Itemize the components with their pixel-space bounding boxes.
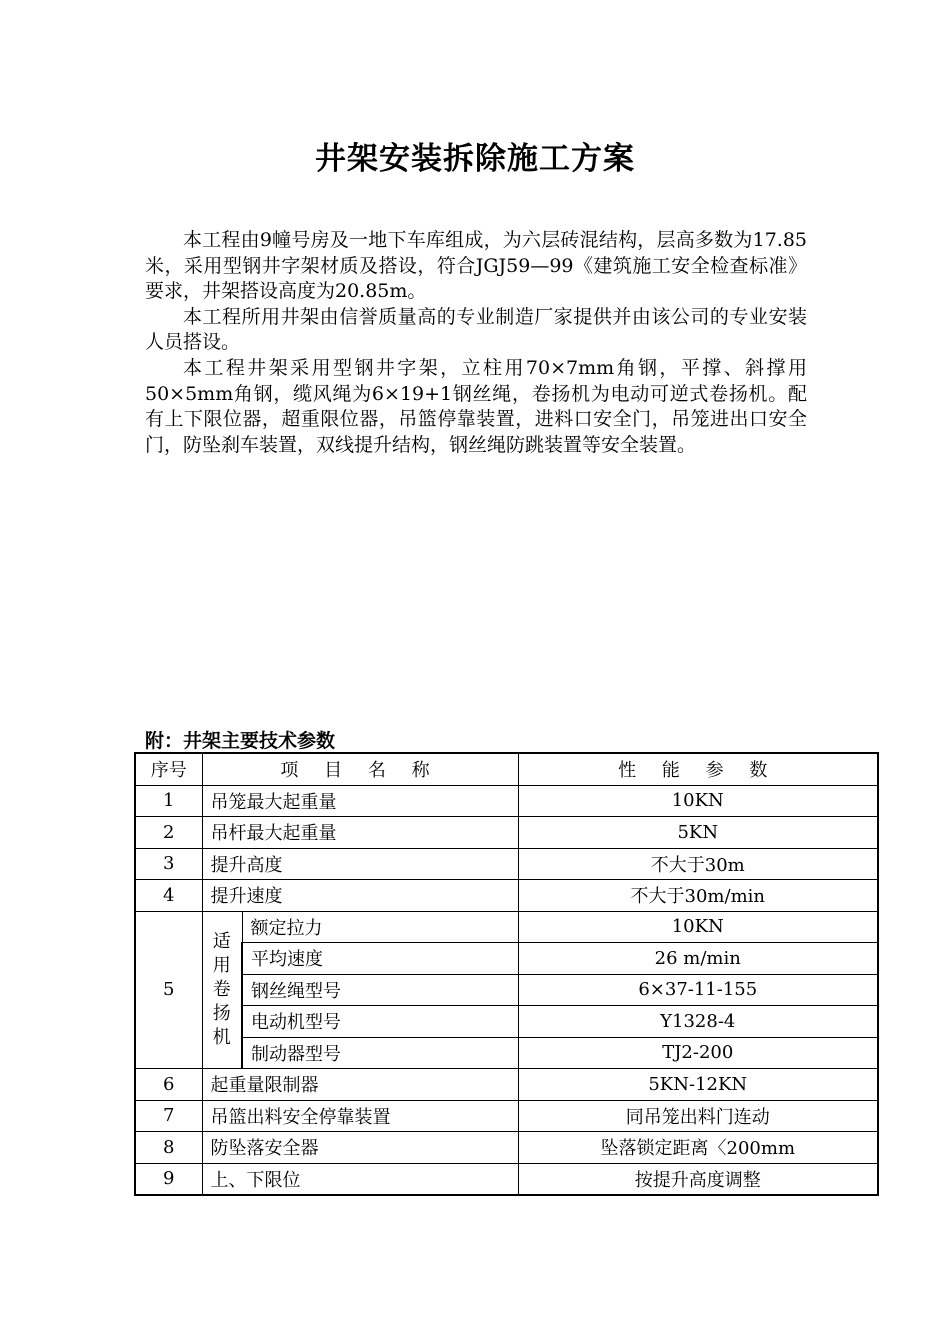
header-item-name: 项 目 名 称 — [202, 753, 518, 785]
row-name: 吊篮出料安全停靠装置 — [202, 1100, 518, 1132]
sub-row-name: 制动器型号 — [242, 1037, 518, 1069]
row-number: 4 — [135, 880, 202, 912]
table-sub-row — [135, 1037, 878, 1069]
row-value: 坠落锁定距离〈200mm — [518, 1132, 878, 1164]
row-name: 吊笼最大起重量 — [202, 785, 518, 817]
table-sub-row — [135, 943, 878, 975]
table-row-group — [135, 911, 878, 943]
row-number: 9 — [135, 1163, 202, 1195]
table-row — [135, 1100, 878, 1132]
group-label-char: 机 — [212, 1026, 231, 1048]
group-label-char: 用 — [212, 954, 231, 976]
technical-parameters-table — [134, 752, 879, 1196]
group-label-char: 卷 — [212, 978, 231, 1000]
paragraph-supplier: 本工程所用井架由信誉质量高的专业制造厂家提供并由该公司的专业安装人员搭设。 — [145, 305, 807, 354]
sub-row-name: 平均速度 — [242, 943, 518, 975]
table-row — [135, 848, 878, 880]
table-row — [135, 1069, 878, 1101]
row-value: 不大于30m — [518, 848, 878, 880]
sub-row-value: Y1328-4 — [518, 1006, 878, 1038]
appendix-title: 附：井架主要技术参数 — [145, 730, 336, 752]
row-name: 提升速度 — [202, 880, 518, 912]
group-label-char: 扬 — [212, 1002, 231, 1024]
paragraph-project-overview: 本工程由9幢号房及一地下车库组成，为六层砖混结构，层高多数为17.85米，采用型钢井字架材质及搭设，符合JGJ59—99《建筑施工安全检查标准》要求，井架搭设高度为20.85m。 — [145, 229, 807, 303]
row-name: 提升高度 — [202, 848, 518, 880]
sub-row-value: 6×37-11-155 — [518, 974, 878, 1006]
row-value: 10KN — [518, 785, 878, 817]
document-body — [145, 228, 807, 458]
sub-row-value: TJ2-200 — [518, 1037, 878, 1069]
paragraph-structure-details: 本工程井架采用型钢井字架，立柱用70×7mm角钢，平撑、斜撑用50×5mm角钢，缆风绳为6×19+1钢丝绳，卷扬机为电动可逆式卷扬机。配有上下限位器，超重限位器，吊篮停靠装置，进料口安全门，吊笼进出口安全门，防坠刹车装置，双线提升结构，钢丝绳防跳装置等安全装置。 — [145, 356, 807, 456]
sub-row-value: 10KN — [518, 911, 878, 943]
row-number: 3 — [135, 848, 202, 880]
row-name: 上、下限位 — [202, 1163, 518, 1195]
row-value: 同吊笼出料门连动 — [518, 1100, 878, 1132]
row-name: 吊杆最大起重量 — [202, 817, 518, 849]
row-name: 起重量限制器 — [202, 1069, 518, 1101]
sub-row-value: 26 m/min — [518, 943, 878, 975]
document-title: 井架安装拆除施工方案 — [315, 141, 635, 177]
row-number: 8 — [135, 1132, 202, 1164]
row-name: 防坠落安全器 — [202, 1132, 518, 1164]
row-number: 2 — [135, 817, 202, 849]
row-value: 5KN — [518, 817, 878, 849]
group-label-winch — [202, 911, 242, 1069]
row-number: 6 — [135, 1069, 202, 1101]
row-value: 不大于30m/min — [518, 880, 878, 912]
row-value: 按提升高度调整 — [518, 1163, 878, 1195]
table-row — [135, 1163, 878, 1195]
sub-row-name: 电动机型号 — [242, 1006, 518, 1038]
group-label-char: 适 — [212, 930, 231, 952]
header-performance: 性 能 参 数 — [518, 753, 878, 785]
sub-row-name: 额定拉力 — [242, 911, 518, 943]
table-row — [135, 1132, 878, 1164]
sub-row-name: 钢丝绳型号 — [242, 974, 518, 1006]
header-number: 序号 — [135, 753, 202, 785]
table-row — [135, 880, 878, 912]
group-number: 5 — [135, 911, 202, 1069]
table-row — [135, 817, 878, 849]
row-number: 7 — [135, 1100, 202, 1132]
row-number: 1 — [135, 785, 202, 817]
row-value: 5KN-12KN — [518, 1069, 878, 1101]
table-sub-row — [135, 1006, 878, 1038]
table-row — [135, 785, 878, 817]
table-header-row — [135, 753, 878, 785]
table-sub-row — [135, 974, 878, 1006]
